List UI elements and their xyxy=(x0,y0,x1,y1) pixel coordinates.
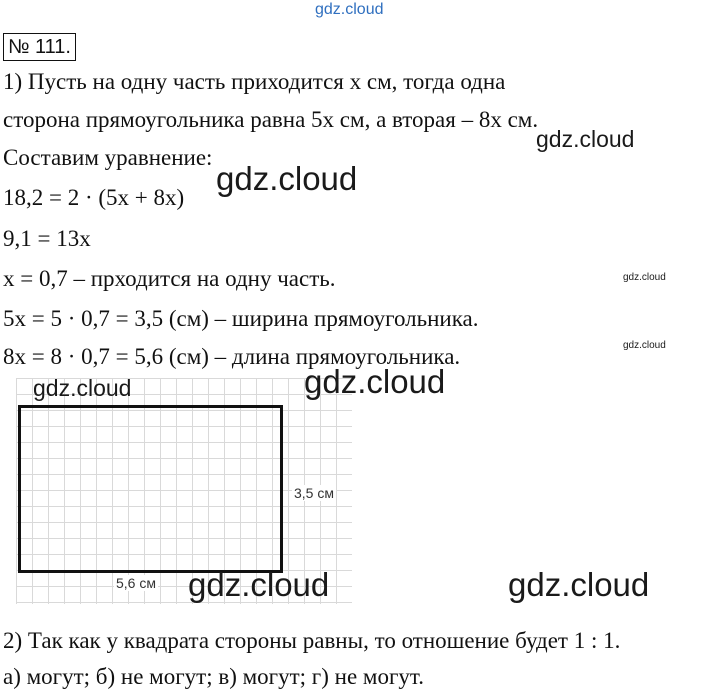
equation-5: 8x = 8 · 0,7 = 5,6 (см) – длина прямоугольника. xyxy=(3,344,461,369)
watermark-2: gdz.cloud xyxy=(216,160,358,197)
solution-line-3: Составим уравнение: xyxy=(3,145,213,170)
watermark-top: gdz.cloud xyxy=(315,1,384,18)
width-label: 3,5 см xyxy=(294,485,334,501)
solution-line-1: 1) Пусть на одну часть приходится x см, тогда одна xyxy=(3,69,506,94)
equation-3: x = 0,7 – прходится на одну часть. xyxy=(3,266,336,291)
solution-line-part-2: 2) Так как у квадрата стороны равны, то отношение будет 1 : 1. xyxy=(3,628,621,653)
watermark-8: gdz.cloud xyxy=(508,566,650,603)
problem-number: № 111. xyxy=(3,33,76,61)
watermark-1: gdz.cloud xyxy=(536,126,635,152)
length-label: 5,6 см xyxy=(116,575,156,591)
watermark-7: gdz.cloud xyxy=(188,566,330,603)
watermark-6: gdz.cloud xyxy=(304,363,446,400)
equation-4: 5x = 5 · 0,7 = 3,5 (см) – ширина прямоугольника. xyxy=(3,306,479,331)
answer-line: а) могут; б) не могут; в) могут; г) не могут. xyxy=(3,664,424,689)
watermark-4: gdz.cloud xyxy=(623,340,666,351)
equation-1: 18,2 = 2 · (5x + 8x) xyxy=(3,185,185,210)
watermark-3: gdz.cloud xyxy=(623,272,666,283)
solution-line-2: сторона прямоугольника равна 5x см, а вторая – 8x см. xyxy=(3,107,539,132)
rectangle-figure xyxy=(18,405,283,573)
equation-2: 9,1 = 13x xyxy=(3,226,91,251)
watermark-5: gdz.cloud xyxy=(33,375,132,401)
